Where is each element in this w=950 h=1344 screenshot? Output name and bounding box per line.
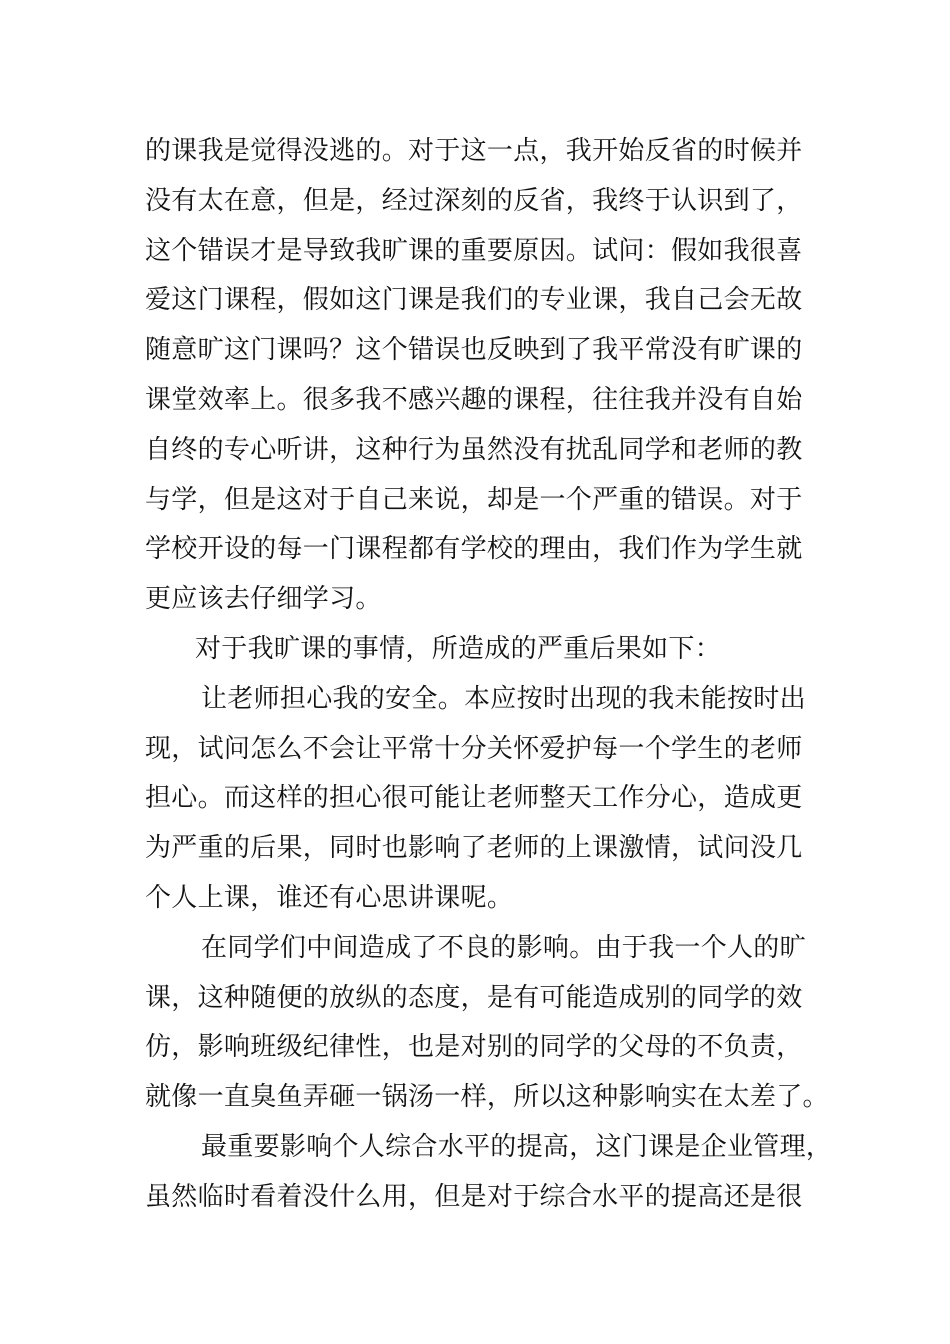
text-line: 现，试问怎么不会让平常十分关怀爱护每一个学生的老师 xyxy=(145,733,803,764)
text-line: 爱这门课程，假如这门课是我们的专业课，我自己会无故 xyxy=(145,285,803,316)
paragraph-first-line: 让老师担心我的安全。本应按时出现的我未能按时出 xyxy=(201,683,806,714)
text-line: 个人上课，谁还有心思讲课呢。 xyxy=(145,882,514,913)
text-line: 就像一直臭鱼弄砸一锅汤一样，所以这种影响实在太差了。 xyxy=(145,1082,829,1113)
text-line: 更应该去仔细学习。 xyxy=(145,584,382,615)
text-line: 随意旷这门课吗？这个错误也反映到了我平常没有旷课的 xyxy=(145,335,803,366)
body-text xyxy=(145,127,833,1223)
paragraph-first-line: 在同学们中间造成了不良的影响。由于我一个人的旷 xyxy=(201,932,806,963)
text-line: 虽然临时看着没什么用，但是对于综合水平的提高还是很 xyxy=(145,1181,803,1212)
text-line: 学校开设的每一门课程都有学校的理由，我们作为学生就 xyxy=(145,534,803,565)
text-line: 这个错误才是导致我旷课的重要原因。试问：假如我很喜 xyxy=(145,235,803,266)
text-line: 没有太在意，但是，经过深刻的反省，我终于认识到了， xyxy=(145,185,803,216)
text-line: 与学，但是这对于自己来说，却是一个严重的错误。对于 xyxy=(145,484,803,515)
paragraph-first-line: 最重要影响个人综合水平的提高，这门课是企业管理， xyxy=(201,1131,833,1162)
text-line: 仿，影响班级纪律性，也是对别的同学的父母的不负责， xyxy=(145,1032,803,1063)
paragraph-intro-line: 对于我旷课的事情，所造成的严重后果如下： xyxy=(195,633,722,664)
text-line: 课，这种随便的放纵的态度，是有可能造成别的同学的效 xyxy=(145,982,803,1013)
text-line: 为严重的后果，同时也影响了老师的上课激情，试问没几 xyxy=(145,833,803,864)
text-line: 自终的专心听讲，这种行为虽然没有扰乱同学和老师的教 xyxy=(145,434,803,465)
text-line: 的课我是觉得没逃的。对于这一点，我开始反省的时候并 xyxy=(145,136,803,166)
text-line: 课堂效率上。很多我不感兴趣的课程，往往我并没有自始 xyxy=(145,384,803,415)
text-line: 担心。而这样的担心很可能让老师整天工作分心，造成更 xyxy=(145,783,803,814)
